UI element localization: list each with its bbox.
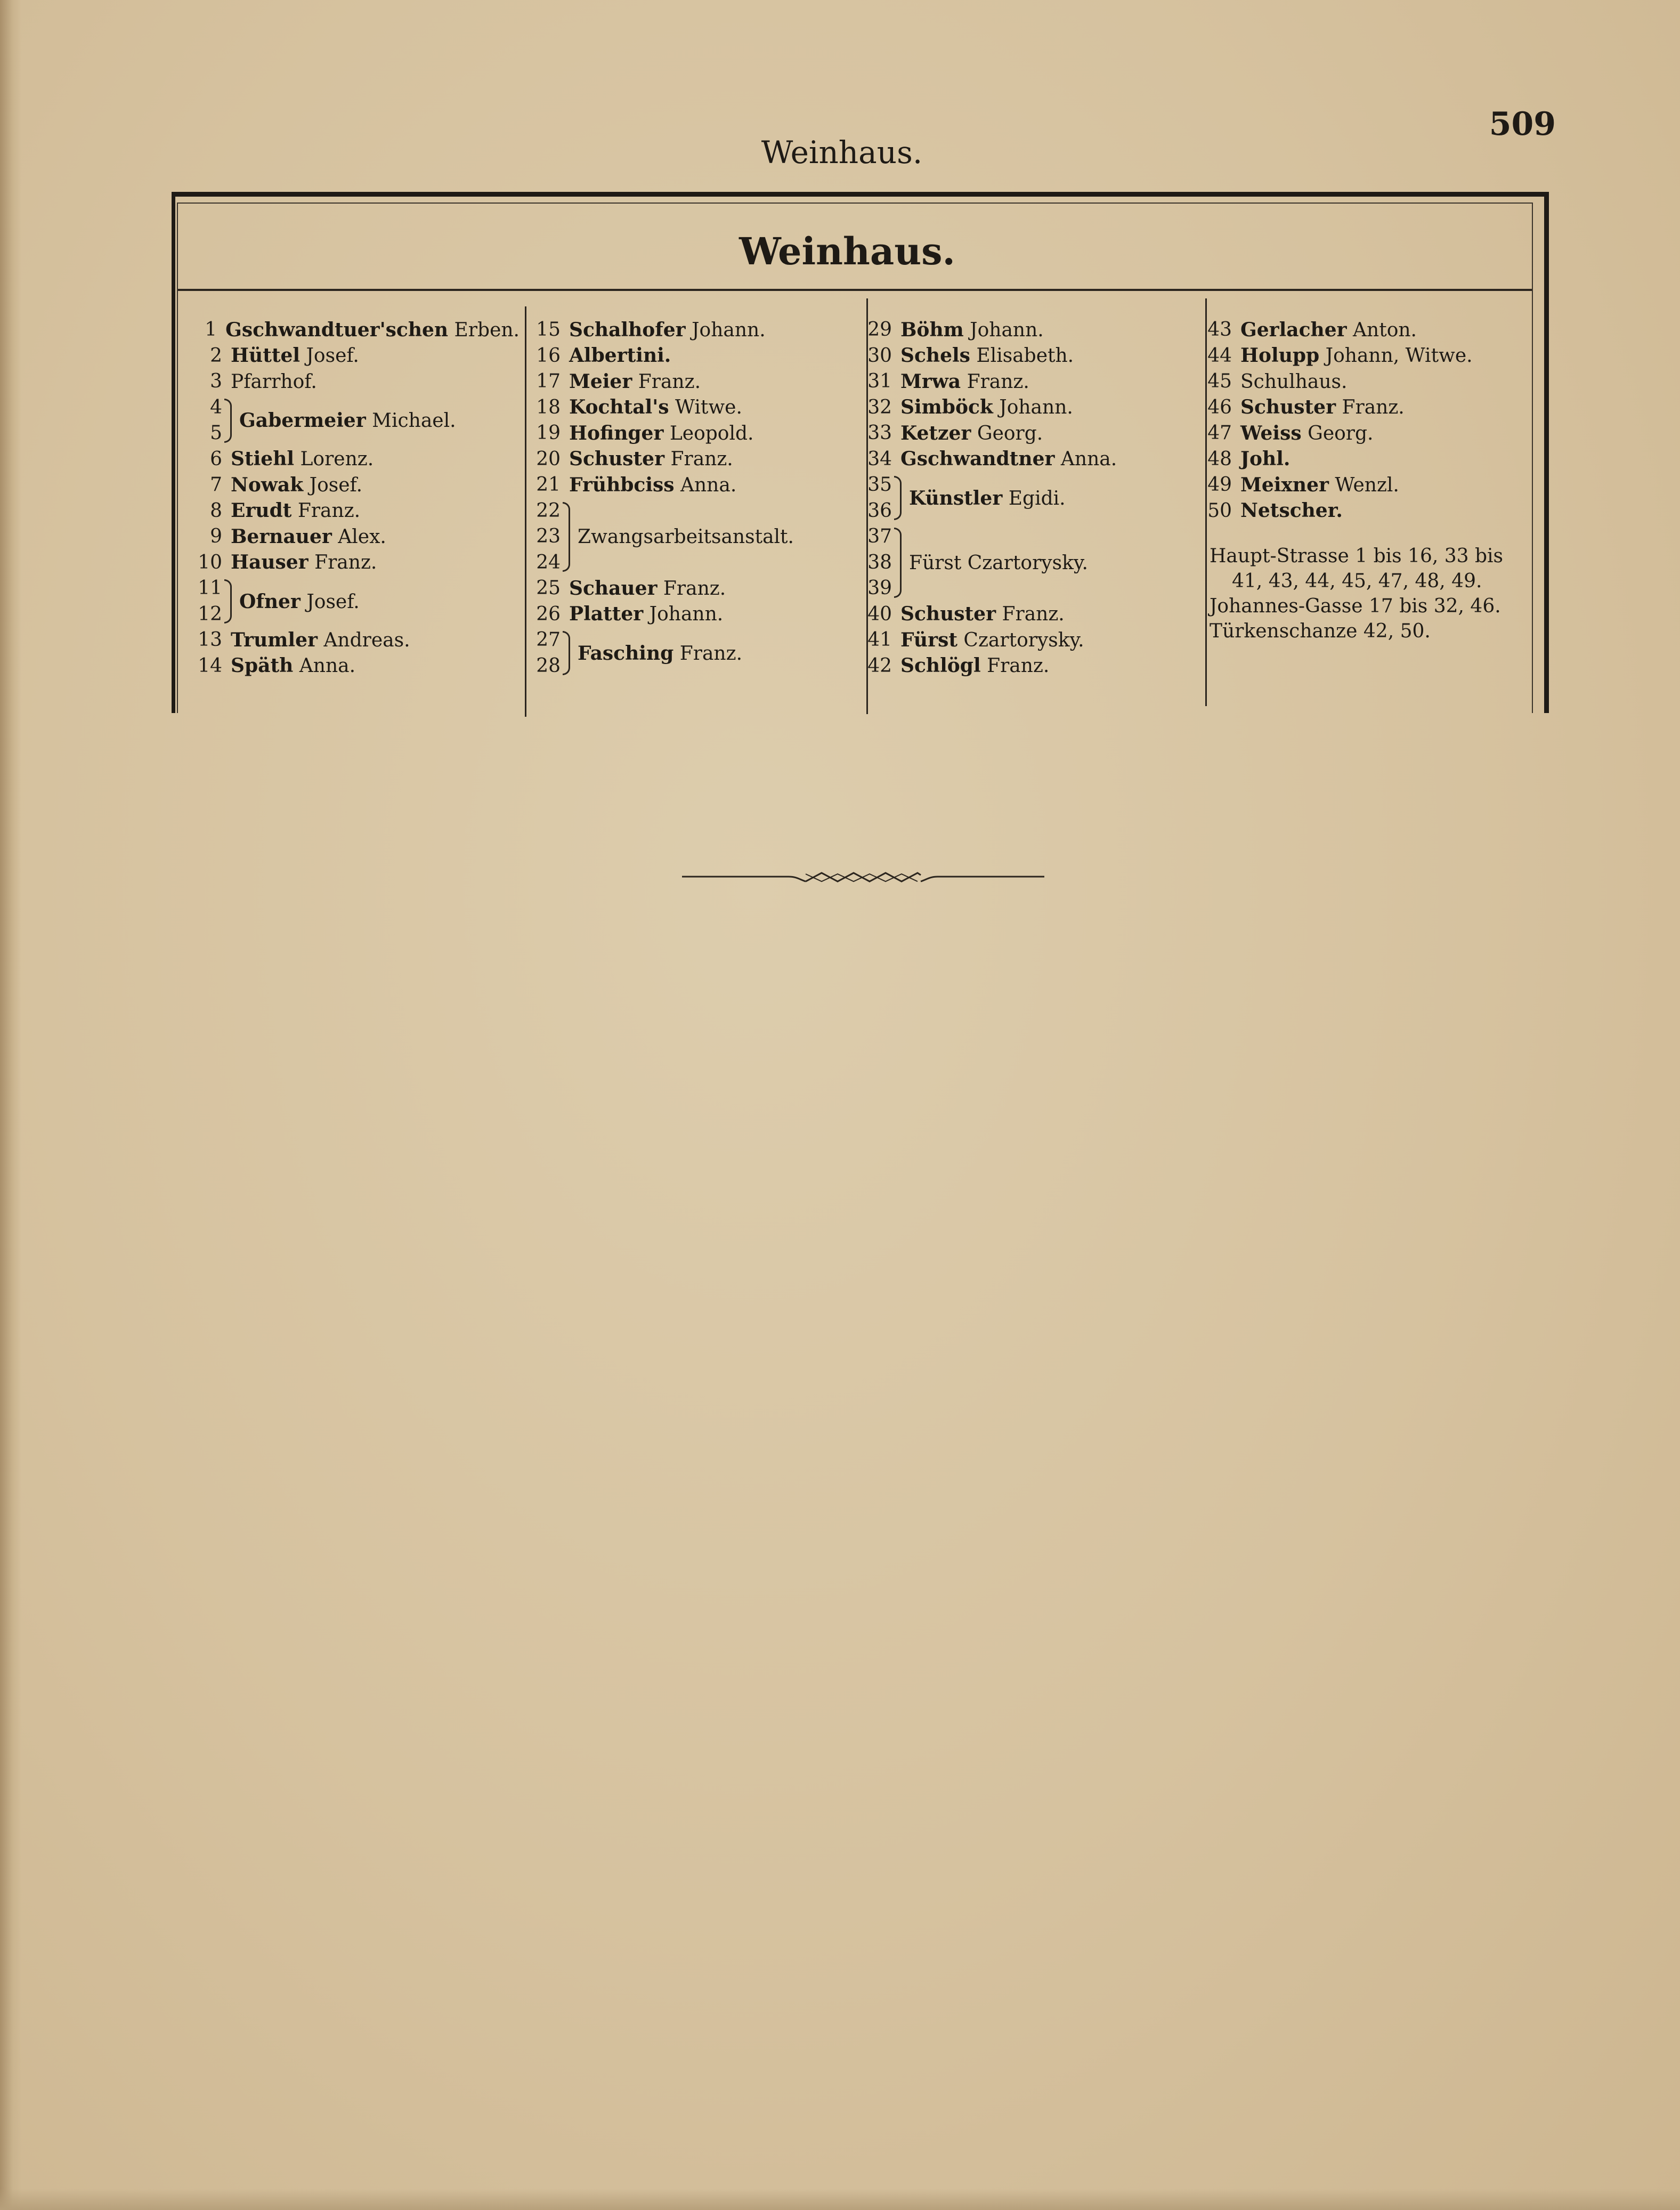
owner-given: Johann. — [692, 319, 766, 341]
owner-given: Josef. — [309, 474, 363, 496]
house-entry — [189, 627, 520, 653]
house-entry — [189, 472, 520, 498]
house-entry — [859, 343, 1189, 369]
house-entry — [527, 602, 858, 628]
owner-given: Schulhaus. — [1240, 370, 1348, 393]
grouping-brace — [224, 399, 232, 443]
owner-surname: Schlögl — [900, 654, 981, 677]
owner-name — [569, 601, 723, 628]
house-entry — [1199, 317, 1529, 343]
owner-name — [231, 653, 355, 679]
owner-name — [231, 549, 377, 576]
table-title: Weinhaus. — [739, 229, 955, 273]
column-rule-1 — [525, 306, 526, 717]
summary-line: Johannes-Gasse 17 bis 32, 46. — [1210, 595, 1501, 617]
owner-surname: Platter — [569, 603, 644, 625]
house-entry — [859, 317, 1189, 343]
owner-given: Michael. — [372, 410, 456, 432]
owner-name — [1240, 420, 1374, 447]
owner-name — [1240, 394, 1405, 421]
street-summary — [1210, 544, 1543, 644]
owner-name — [909, 552, 1088, 574]
owner-given: Franz. — [638, 370, 701, 393]
owner-surname: Gschwandtuer'schen — [225, 318, 449, 341]
owner-surname: Meixner — [1240, 473, 1329, 496]
owner-name — [1240, 317, 1417, 344]
owner-given: Anton. — [1353, 319, 1417, 341]
owner-surname: Späth — [231, 654, 294, 677]
house-entry — [859, 447, 1189, 473]
owner-name — [225, 317, 520, 344]
house-number: 15 — [536, 319, 561, 341]
house-number: 30 — [867, 344, 892, 367]
ornament-divider — [682, 858, 1044, 895]
owner-surname: Böhm — [900, 318, 964, 341]
house-entry-group — [189, 395, 520, 447]
owner-surname: Schauer — [569, 577, 658, 600]
owner-given: Franz. — [297, 500, 361, 522]
house-number: 8 — [210, 499, 222, 522]
house-number: 13 — [198, 629, 222, 651]
column-1 — [189, 317, 520, 679]
house-entry — [527, 369, 858, 395]
house-number: 38 — [867, 551, 892, 573]
owner-name — [900, 343, 1074, 369]
house-entry — [1199, 420, 1529, 447]
owner-surname: Schalhofer — [569, 318, 686, 341]
house-number: 36 — [867, 499, 892, 522]
owner-name — [578, 525, 794, 548]
house-entry-group — [189, 576, 520, 627]
grouping-brace — [894, 528, 902, 598]
owner-surname: Johl. — [1240, 448, 1291, 470]
owner-surname: Trumler — [231, 628, 318, 651]
house-number: 16 — [536, 344, 561, 367]
house-number: 49 — [1207, 474, 1232, 496]
house-entry — [189, 550, 520, 576]
owner-surname: Weiss — [1240, 422, 1302, 444]
owner-given: Anna. — [680, 474, 737, 496]
owner-surname: Schuster — [900, 603, 996, 625]
owner-name — [231, 627, 410, 654]
owner-surname: Künstler — [909, 487, 1003, 509]
owner-surname: Meier — [569, 370, 632, 393]
house-entry — [859, 395, 1189, 421]
house-entry-group — [527, 498, 858, 576]
owner-name — [900, 627, 1084, 654]
owner-name — [231, 498, 360, 524]
house-number: 25 — [536, 577, 561, 599]
house-entry — [189, 369, 520, 395]
house-number: 50 — [1207, 499, 1232, 522]
owner-given: Czartorysky. — [963, 629, 1084, 651]
owner-name — [900, 653, 1049, 679]
owner-given: Josef. — [306, 590, 360, 613]
owner-given: Franz. — [1002, 603, 1065, 625]
owner-surname: Netscher. — [1240, 499, 1343, 522]
house-number: 22 — [536, 499, 561, 522]
owner-given: Georg. — [1308, 422, 1374, 444]
house-entry — [189, 524, 520, 550]
owner-name — [1240, 446, 1290, 473]
house-number: 21 — [536, 474, 561, 496]
house-entry — [859, 369, 1189, 395]
house-number: 5 — [210, 422, 222, 444]
owner-name — [1240, 472, 1399, 499]
house-entry — [859, 627, 1189, 653]
owner-name — [1240, 343, 1473, 369]
owner-given: Leopold. — [669, 422, 754, 444]
house-number: 32 — [867, 396, 892, 418]
owner-surname: Holupp — [1240, 344, 1320, 367]
owner-given: Egidi. — [1008, 487, 1066, 509]
owner-surname: Nowak — [231, 473, 304, 496]
house-entry — [527, 472, 858, 498]
owner-name — [569, 394, 742, 421]
title-rule — [178, 289, 1532, 291]
house-number: 9 — [210, 525, 222, 547]
owner-name — [231, 446, 374, 473]
running-head: Weinhaus. — [761, 134, 923, 171]
house-number: 31 — [867, 370, 892, 392]
house-entry — [527, 317, 858, 343]
owner-given: Franz. — [670, 448, 733, 470]
house-number: 46 — [1207, 396, 1232, 418]
owner-name — [900, 420, 1043, 447]
house-number: 7 — [210, 474, 222, 496]
summary-line: Haupt-Strasse 1 bis 16, 33 bis — [1210, 545, 1504, 567]
house-entry — [859, 653, 1189, 679]
owner-given: Lorenz. — [300, 448, 374, 470]
owner-given: Witwe. — [675, 396, 742, 418]
owner-surname: Schuster — [569, 448, 665, 470]
house-entry — [189, 343, 520, 369]
owner-name — [239, 590, 360, 613]
owner-surname: Ketzer — [900, 422, 971, 444]
house-number: 24 — [536, 551, 561, 573]
owner-surname: Simböck — [900, 396, 993, 418]
owner-given: Franz. — [663, 577, 726, 600]
owner-given: Franz. — [987, 655, 1050, 677]
house-entry — [1199, 343, 1529, 369]
owner-surname: Erudt — [231, 499, 292, 522]
owner-surname: Schuster — [1240, 396, 1336, 418]
summary-line: Türkenschanze 42, 50. — [1210, 620, 1431, 642]
house-number: 17 — [536, 370, 561, 392]
owner-given: Johann. — [970, 319, 1044, 341]
house-number: 42 — [867, 654, 892, 677]
house-number: 4 — [210, 396, 222, 418]
owner-given: Alex. — [338, 525, 386, 548]
house-number: 3 — [210, 370, 222, 392]
owner-name — [569, 369, 701, 395]
column-4 — [1199, 317, 1529, 524]
owner-given: Elisabeth. — [976, 345, 1074, 367]
owner-given: Georg. — [977, 422, 1043, 444]
house-number: 41 — [867, 629, 892, 651]
house-entry-group — [859, 472, 1189, 524]
owner-name — [900, 601, 1065, 628]
house-number: 18 — [536, 396, 561, 418]
owner-name — [1240, 498, 1343, 524]
house-number: 1 — [205, 319, 217, 341]
house-number: 43 — [1207, 319, 1232, 341]
house-number: 33 — [867, 422, 892, 444]
house-number: 12 — [198, 603, 222, 625]
owner-given: Pfarrhof. — [231, 370, 317, 393]
house-number: 20 — [536, 448, 561, 470]
owner-given: Johann, Witwe. — [1325, 345, 1473, 367]
owner-name — [569, 576, 726, 602]
house-number: 6 — [210, 448, 222, 470]
owner-surname: Gschwandtner — [900, 448, 1055, 470]
house-number: 47 — [1207, 422, 1232, 444]
house-number: 29 — [867, 319, 892, 341]
owner-surname: Kochtal's — [569, 396, 669, 418]
owner-name — [569, 472, 736, 499]
owner-given: Johann. — [649, 603, 724, 625]
house-number: 45 — [1207, 370, 1232, 392]
owner-surname: Gabermeier — [239, 409, 366, 432]
house-entry — [527, 395, 858, 421]
grouping-brace — [563, 502, 570, 572]
owner-surname: Stiehl — [231, 448, 295, 470]
owner-surname: Hauser — [231, 551, 309, 573]
house-number: 44 — [1207, 344, 1232, 367]
house-number: 34 — [867, 448, 892, 470]
owner-given: Wenzl. — [1335, 474, 1399, 496]
owner-name — [569, 343, 671, 369]
house-entry — [527, 576, 858, 602]
owner-given: Franz. — [314, 552, 377, 573]
owner-name — [231, 343, 359, 369]
owner-surname: Gerlacher — [1240, 318, 1347, 341]
summary-line: 41, 43, 44, 45, 47, 48, 49. — [1232, 570, 1482, 592]
owner-surname: Fürst — [900, 628, 957, 651]
owner-given: Zwangsarbeitsanstalt. — [578, 526, 794, 548]
grouping-brace — [563, 631, 570, 675]
house-entry — [859, 420, 1189, 447]
house-entry — [527, 420, 858, 447]
house-number: 10 — [198, 551, 222, 573]
owner-surname: Hofinger — [569, 422, 664, 444]
owner-surname: Ofner — [239, 590, 301, 613]
owner-surname: Schels — [900, 344, 970, 367]
owner-given: Anna. — [1060, 448, 1117, 470]
owner-name — [909, 487, 1066, 509]
owner-surname: Bernauer — [231, 525, 332, 548]
owner-surname: Mrwa — [900, 370, 961, 393]
owner-surname: Albertini. — [569, 344, 671, 367]
owner-given: Franz. — [967, 370, 1029, 393]
page-edge-shadow — [0, 0, 21, 2210]
column-2 — [527, 317, 858, 679]
owner-name — [569, 446, 733, 473]
owner-name — [900, 369, 1029, 395]
page-bottom-shadow — [0, 2189, 1680, 2210]
owner-given: Andreas. — [323, 629, 410, 651]
owner-name — [578, 642, 742, 665]
house-entry — [189, 447, 520, 473]
owner-name — [231, 369, 317, 395]
grouping-brace — [224, 579, 232, 624]
page-number: 509 — [1489, 106, 1556, 143]
house-entry-group — [527, 627, 858, 679]
house-entry — [527, 343, 858, 369]
grouping-brace — [894, 476, 902, 520]
house-entry — [859, 602, 1189, 628]
house-entry — [1199, 498, 1529, 524]
house-entry — [189, 498, 520, 524]
house-entry-group — [859, 524, 1189, 602]
house-number: 26 — [536, 603, 561, 625]
house-entry — [527, 447, 858, 473]
owner-surname: Hüttel — [231, 344, 301, 367]
owner-given: Franz. — [679, 642, 743, 665]
house-number: 48 — [1207, 448, 1232, 470]
owner-given: Johann. — [999, 396, 1073, 418]
owner-given: Anna. — [299, 655, 356, 677]
owner-name — [900, 317, 1044, 344]
house-number: 11 — [198, 577, 222, 599]
owner-name — [239, 409, 456, 432]
house-number: 28 — [536, 654, 561, 677]
house-number: 39 — [867, 577, 892, 599]
house-entry — [1199, 472, 1529, 498]
house-number: 23 — [536, 525, 561, 547]
house-entry — [189, 653, 520, 679]
house-number: 27 — [536, 629, 561, 651]
owner-name — [900, 394, 1073, 421]
house-number: 40 — [867, 603, 892, 625]
house-number: 35 — [867, 474, 892, 496]
owner-name — [231, 524, 386, 551]
owner-given: Josef. — [306, 345, 359, 367]
house-entry — [1199, 369, 1529, 395]
owner-given: Franz. — [1342, 396, 1405, 418]
owner-name — [900, 446, 1117, 473]
house-entry — [1199, 447, 1529, 473]
owner-name — [231, 472, 362, 499]
column-3 — [859, 317, 1189, 679]
house-number: 2 — [210, 344, 222, 367]
owner-surname: Fasching — [578, 642, 674, 665]
house-entry — [1199, 395, 1529, 421]
owner-given: Erben. — [454, 319, 520, 341]
house-number: 37 — [867, 525, 892, 547]
owner-surname: Frühbciss — [569, 473, 675, 496]
house-entry — [189, 317, 520, 343]
house-number: 19 — [536, 422, 561, 444]
house-number: 14 — [198, 654, 222, 677]
owner-name — [1240, 369, 1347, 395]
owner-name — [569, 317, 766, 344]
owner-given: Fürst Czartorysky. — [909, 552, 1088, 574]
owner-name — [569, 420, 753, 447]
